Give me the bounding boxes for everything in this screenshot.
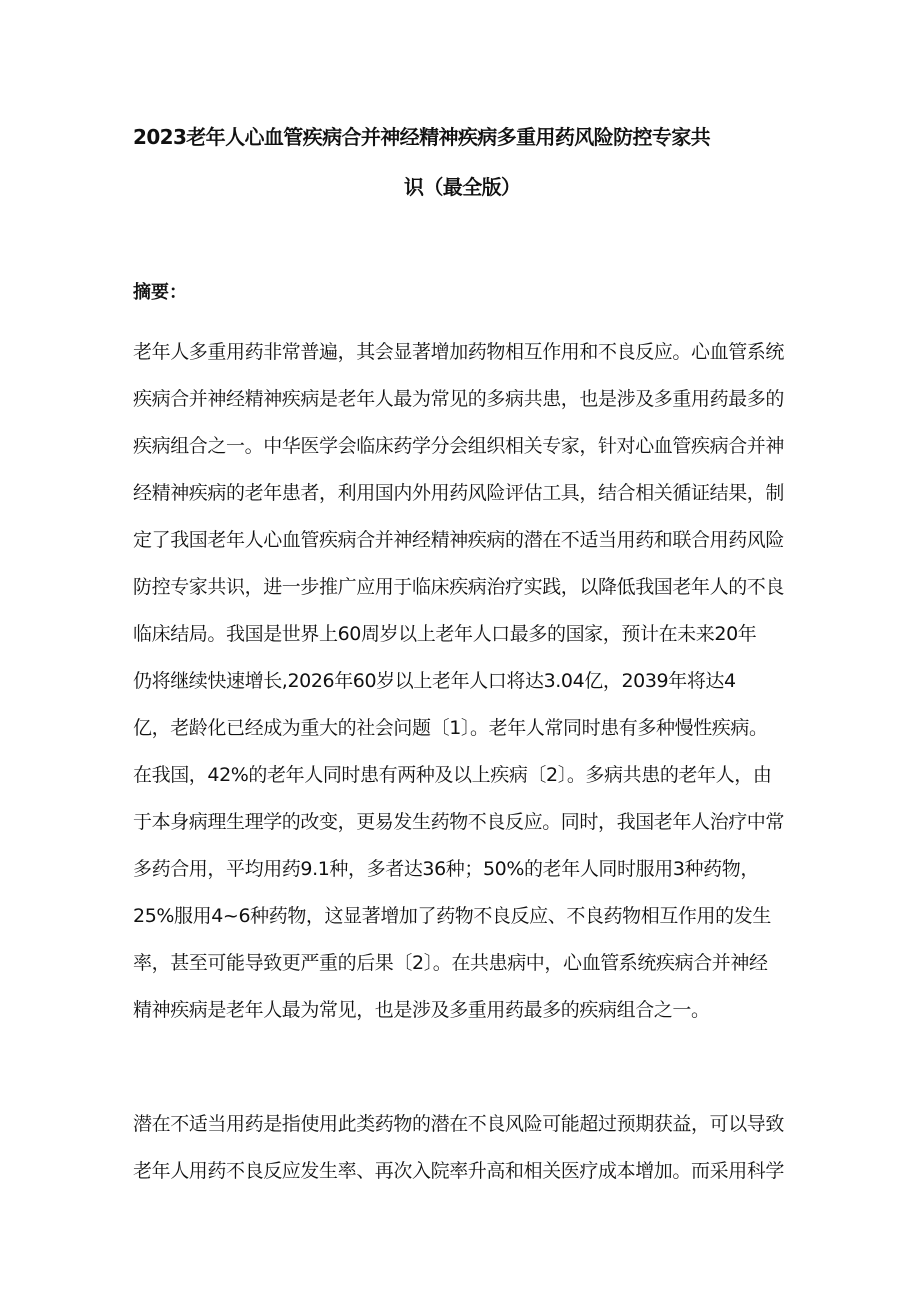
- paragraph-line: 精神疾病是老年人最为常见，也是涉及多重用药最多的疾病组合之一。: [133, 999, 710, 1021]
- paragraph-line: 经精神疾病的老年患者，利用国内外用药风险评估工具，结合相关循证结果，制: [133, 482, 785, 504]
- paragraph-line: 率，甚至可能导致更严重的后果〔2〕。在共患病中，心血管系统疾病合并神经: [133, 952, 768, 974]
- paragraph-line: 防控专家共识，进一步推广应用于临床疾病治疗实践，以降低我国老年人的不良: [133, 576, 785, 598]
- paragraph-line: 潜在不适当用药是指使用此类药物的潜在不良风险可能超过预期获益，可以导致: [133, 1113, 785, 1135]
- paragraph-line: 疾病合并神经精神疾病是老年人最为常见的多病共患，也是涉及多重用药最多的: [133, 388, 785, 410]
- paragraph-line: 25%服用4~6种药物，这显著增加了药物不良反应、不良药物相互作用的发生: [133, 905, 771, 927]
- document-title-line-1: 2023老年人心血管疾病合并神经精神疾病多重用药风险防控专家共: [133, 125, 711, 149]
- paragraph-line: 在我国，42%的老年人同时患有两种及以上疾病〔2〕。多病共患的老年人，由: [133, 764, 772, 786]
- document-title-line-2: 识（最全版）: [404, 175, 521, 199]
- paragraph-line: 老年人多重用药非常普遍，其会显著增加药物相互作用和不良反应。心血管系统: [133, 341, 785, 363]
- paragraph-line: 多药合用，平均用药9.1种，多者达36种；50%的老年人同时服用3种药物，: [133, 858, 759, 880]
- abstract-paragraph-2: [133, 1108, 784, 1202]
- paragraph-line: 于本身病理生理学的改变，更易发生药物不良反应。同时，我国老年人治疗中常: [133, 811, 785, 833]
- paragraph-line: 老年人用药不良反应发生率、再次入院率升高和相关医疗成本增加。而采用科学: [133, 1160, 785, 1182]
- paragraph-line: 疾病组合之一。中华医学会临床药学分会组织相关专家，针对心血管疾病合并神: [133, 435, 785, 457]
- abstract-heading: 摘要：: [133, 282, 187, 303]
- paragraph-line: 临床结局。我国是世界上60周岁以上老年人口最多的国家，预计在未来20年: [133, 623, 757, 645]
- paragraph-line: 亿，老龄化已经成为重大的社会问题〔1〕。老年人常同时患有多种慢性疾病。: [133, 717, 768, 739]
- abstract-paragraph-1: [133, 336, 784, 1041]
- paragraph-line: 仍将继续快速增长,2026年60岁以上老年人口将达3.04亿，2039年将达4: [133, 670, 736, 692]
- paragraph-line: 定了我国老年人心血管疾病合并神经精神疾病的潜在不适当用药和联合用药风险: [133, 529, 785, 551]
